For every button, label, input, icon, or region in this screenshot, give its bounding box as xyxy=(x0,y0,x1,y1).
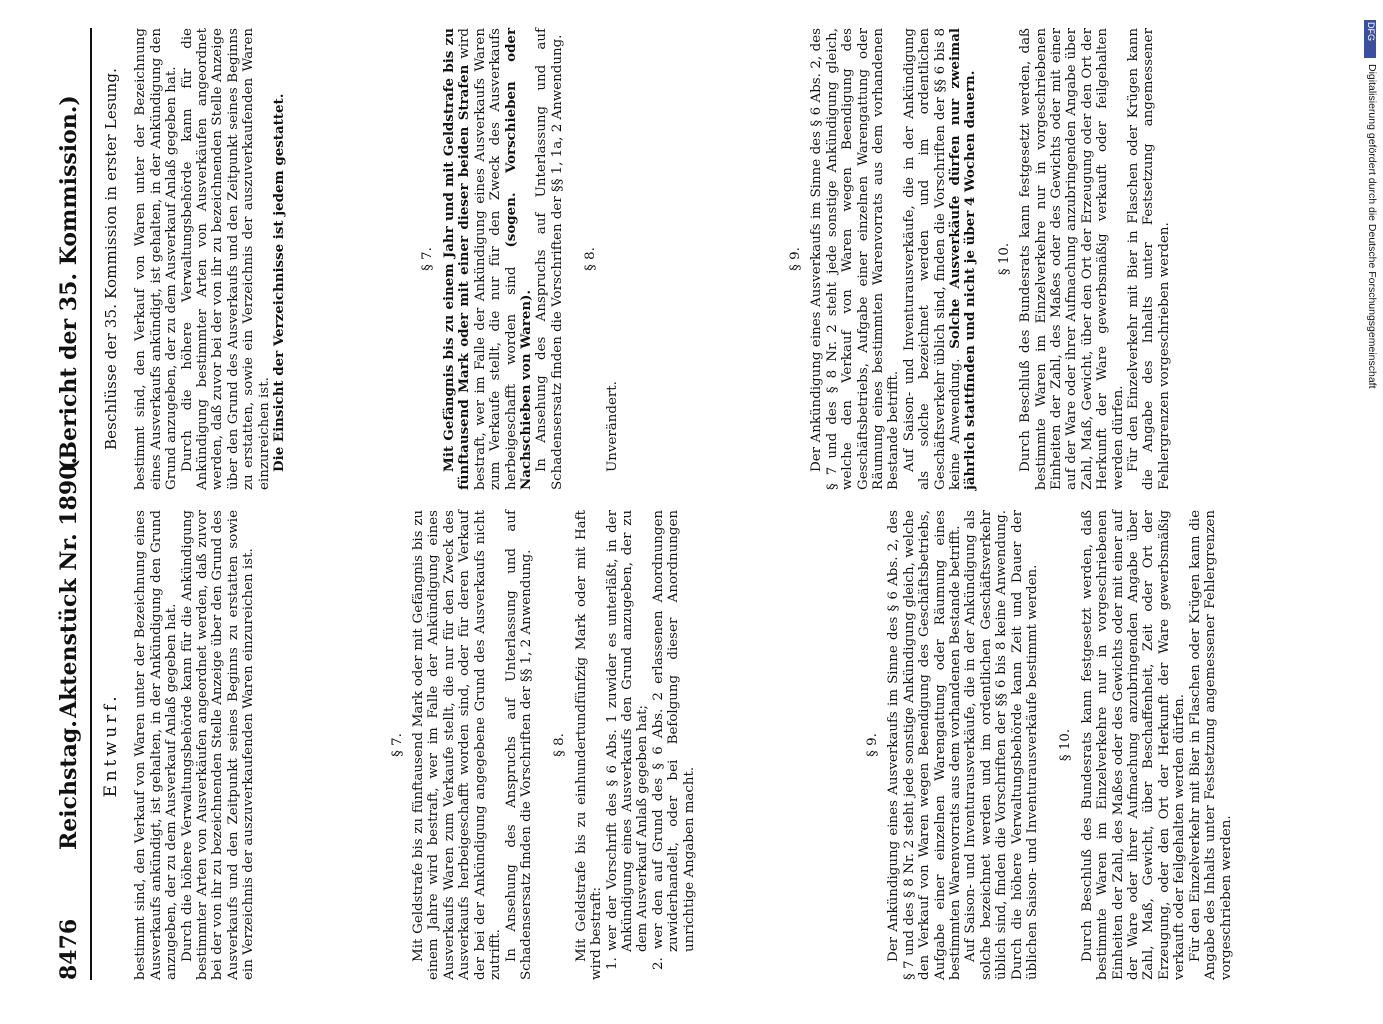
section-heading: § 10. xyxy=(1058,728,1074,762)
header-chamber: Reichstag. xyxy=(56,720,82,850)
section-heading: § 9. xyxy=(787,247,803,271)
commission-paragraph: Durch Beschluß des Bundesrats kann festgesetzt werden, daß bestimmte Waren im Einzelverkehre nur in vorgeschriebenen Einheiten der Zahl, des Maßes oder des Gewichts oder mit einer auf der Ware oder ihrer Aufmachung anzubringenden Angabe über Zahl, Maß, Gewicht, über den Ort der Erzeugung oder den Ort der Herkunft der Ware gewerbsmäßig verkauft oder feilgehalten werden dürfen. xyxy=(1018,28,1126,490)
section-heading: § 7. xyxy=(420,247,436,271)
commission-title: Beschlüsse der 35. Kommission in erster Lesung. xyxy=(102,67,120,451)
draft-paragraph: Mit Geldstrafe bis zu einhundertundfünfzig Mark oder mit Haft wird bestraft: xyxy=(573,510,605,980)
commission-paragraph-bold: Die Einsicht der Verzeichnisse ist jedem gestattet. xyxy=(271,93,288,472)
emphasis-text: Solche Ausverkäufe dürfen nur zweimal jährlich stattfinden und nicht je über 4 Wochen dauern. xyxy=(947,28,979,490)
body-text: wird bestraft, wer im Falle der Ankündigung eines Ausverkaufs Waren zum Verkaufe stellt, die nur für den Zweck des Ausverkaufs herbeigeschafft worden sind xyxy=(457,28,519,490)
body-text: Auf Saison- und Inventurausverkäufe, die in der Ankündigung als solche bezeichnet werden und im ordentlichen Geschäftsverkehr üblich sind, finden die Vorschriften der §§ 6 bis 8 keine Anwendung. xyxy=(901,28,963,490)
emphasis-text: (sogen. Vorschieben oder Nachschieben von Waren). xyxy=(502,27,534,490)
list-item: 2. wer den auf Grund des § 6 Abs. 2 erlassenen Anordnungen zuwiderhandelt, oder bei Befolgung dieser Anordnungen unrichtige Angaben macht. xyxy=(650,510,697,970)
section-heading: § 10. xyxy=(996,242,1012,276)
draft-paragraph: Der Ankündigung eines Ausverkaufs im Sinne des § 6 Abs. 2, des § 7 und des § 8 Nr. 2 steht jede sonstige Ankündigung gleich, welche den Verkauf von Waren wegen Beendigung des Geschäftsbetriebs, Aufgabe einer einzelnen Warengattung oder Räumung eines bestimmten Warenvorrats aus dem vorhandenen Bestande betrifft. xyxy=(886,510,963,980)
commission-paragraph: bestimmt sind, den Verkauf von Waren unter der Bezeichnung eines Ausverkaufs ankündigt, ist gehalten, in der Ankündigung den Grund anzugeben, der zu dem Ausverkauf Anlaß gegeben hat. xyxy=(133,28,180,490)
page-header xyxy=(50,28,92,980)
column-spacer xyxy=(287,28,402,490)
commission-paragraph xyxy=(902,28,979,490)
section-heading: § 7. xyxy=(389,733,405,757)
draft-paragraph: Für den Einzelverkehr mit Bier in Flaschen oder Krügen kann die Angabe des Inhalts unter Festsetzung angemessener Fehlergrenzen vorgeschrieben werden. xyxy=(1187,510,1234,980)
logo-text: DFG xyxy=(1366,22,1376,41)
column-spacer xyxy=(620,28,770,490)
emphasis-text: Mit Gefängnis bis zu einem Jahr und mit Geldstrafe bis zu fünftausend Mark oder mit einer dieser beiden Strafen xyxy=(440,28,473,490)
commission-paragraph: Durch die höhere Verwaltungsbehörde kann für die Ankündigung bestimmter Arten von Ausverkäufen angeordnet werden, daß zuvor bei der von ihr zu bezeichnenden Stelle Anzeige über den Grund des Ausverkaufs und den Zeitpunkt seines Beginns zu erstatten, sowie ein Verzeichnis der auszuverkaufenden Waren einzureichen ist. xyxy=(179,28,272,490)
column-spacer xyxy=(697,510,847,980)
commission-column xyxy=(104,28,1334,490)
page-number: 8476 xyxy=(56,918,82,980)
header-report: (Bericht der 35. Kommission.) xyxy=(56,95,82,470)
draft-paragraph: Durch die höhere Verwaltungsbehörde kann für die Ankündigung bestimmter Arten von Ausverkäufen angeordnet werden, daß zuvor bei der von ihr zu bezeichnenden Stelle Anzeige über den Grund des Ausverkaufs und den Zeitpunkt seines Beginns zu erstatten sowie ein Verzeichnis der auszuverkaufenden Waren einzureichen ist. xyxy=(179,510,257,980)
section-heading: § 9. xyxy=(864,733,880,757)
column-spacer xyxy=(257,510,372,980)
commission-paragraph xyxy=(442,28,534,490)
credit-text: Digitalisierung gefördert durch die Deutsche Forschungsgemeinschaft xyxy=(1366,64,1378,389)
commission-paragraph: Der Ankündigung eines Ausverkaufs im Sinne des § 6 Abs. 2, des § 7 und des § 8 Nr. 2 steht jede sonstige Ankündigung gleich, welche den Verkauf von Waren wegen Beendigung des Geschäftsbetriebs, Aufgabe einer einzelnen Warengattung oder Räumung eines bestimmten Warenvorrats aus dem vorhandenen Bestande betrifft. xyxy=(809,28,902,490)
list-item: 1. wer der Vorschrift des § 6 Abs. 1 zuwider es unterläßt, in der Ankündigung eines Ausverkaufs den Grund anzugeben, der zu dem Ausverkauf Anlaß gegeben hat; xyxy=(604,510,651,970)
section-heading: § 8. xyxy=(552,733,568,757)
draft-paragraph: In Ansehung des Anspruchs auf Unterlassung und auf Schadensersatz finden die Vorschriften der §§ 1, 2 Anwendung. xyxy=(503,510,534,980)
draft-column xyxy=(101,510,1334,980)
draft-title: Entwurf. xyxy=(101,692,121,798)
draft-paragraph: Auf Saison- und Inventurausverkäufe, die in der Ankündigung als solche bezeichnet werden und im ordentlichen Geschäftsverkehr üblich sind, finden die Vorschriften der §§ 6 bis 8 keine Anwendung. Durch die höhere Verwaltungsbehörde kann Zeit und Dauer der üblichen Saison- und Inventurausverkäufe bestimmt werden. xyxy=(963,510,1041,980)
draft-paragraph: Mit Geldstrafe bis zu fünftausend Mark oder mit Gefängnis bis zu einem Jahre wird bestraft, wer im Falle der Ankündigung eines Ausverkaufs Waren zum Verkaufe stellt, die nur für den Zweck des Ausverkaufs herbeigeschafft worden sind, oder für deren Verkauf der bei der Ankündigung angegebene Grund des Ausverkaufs nicht zutrifft. xyxy=(411,510,504,980)
commission-paragraph: In Ansehung des Anspruchs auf Unterlassung und auf Schadensersatz finden die Vorschriften der §§ 1, 1a, 2 Anwendung. xyxy=(534,28,565,490)
draft-paragraph: bestimmt sind, den Verkauf von Waren unter der Bezeichnung eines Ausverkaufs ankündigt, ist gehalten, in der Ankündigung den Grund anzugeben, der zu dem Ausverkauf Anlaß gegeben hat. xyxy=(133,510,180,980)
draft-paragraph: Durch Beschluß des Bundesrats kann festgesetzt werden, daß bestimmte Waren im Einzelverkehre nur in vorgeschriebenen Einheiten der Zahl, des Maßes oder des Gewichts oder mit einer auf der Ware oder ihrer Aufmachung anzubringenden Angabe über Zahl, Maß, Gewicht, über Beschaffenheit, Zeit oder Ort der Erzeugung, oder den Ort der Herkunft der Ware gewerbsmäßig verkauft oder feilgehalten werden dürfen. xyxy=(1079,510,1188,980)
commission-paragraph: Für den Einzelverkehr mit Bier in Flaschen oder Krügen kann die Angabe des Inhalts unter Festsetzung angemessener Fehlergrenzen vorgeschrieben werden. xyxy=(1126,28,1172,490)
commission-paragraph: Unverändert. xyxy=(604,381,620,472)
digitization-credit xyxy=(1364,20,1378,998)
section-heading: § 8. xyxy=(583,247,599,271)
dfg-logo-icon xyxy=(1364,20,1376,58)
header-document: Aktenstück Nr. 1890. xyxy=(56,456,82,718)
